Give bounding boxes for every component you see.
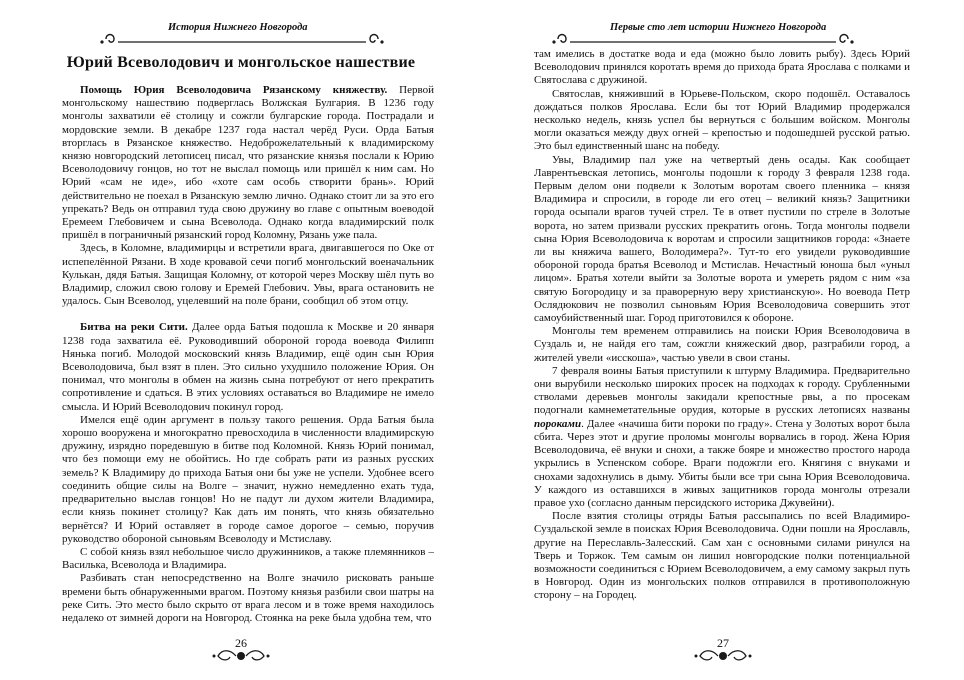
header-flourish-icon — [548, 30, 858, 48]
left-page-number: 26 — [235, 636, 247, 650]
paragraph: Монголы тем временем отправились на поиски Юрия Всеволодовича в Суздаль и, не найдя его там, сожгли княжеский двор, разграбили город, а жителей увели «исскоша», частью увели в свои станы. — [534, 325, 910, 364]
right-page-number: 27 — [717, 636, 729, 650]
footer-ornament-icon — [211, 648, 271, 664]
section-lead: Битва на реки Сити. — [80, 321, 188, 334]
right-body-text — [534, 48, 910, 603]
paragraph: Битва на реки Сити. Далее орда Батыя подошла к Москве и 20 января 1238 года захватила её. Руководивший обороной города воевода Филипп Нянька погиб. Молодой московский князь Владимир, ещё один сын Юрия Всеволодовича, был взят в плен. Это сильно ухудшило положение Юрия. Он понимал, что монголы в обмен на жизнь сына потребуют от него прекратить сопротивление и сдаться. В этих условиях оставаться во Владимире не имело смысла. И Юрий Всеволодович покинул город. — [62, 321, 434, 413]
footer-ornament-icon — [693, 648, 753, 664]
paragraph: Святослав, княживший в Юрьеве-Польском, скоро подошёл. Оставалось дождаться полков Ярослава. Если бы тот Юрий Владимир продержался несколько недель, князь успел бы вернуться с большим войском. Монголы могли оказаться между двух огней – крепостью и подошедшей русской ратью. Это был единственный шанс на победу. — [534, 87, 910, 153]
section-lead: Помощь Юрия Всеволодовича Рязанскому княжеству. — [80, 84, 388, 96]
paragraph: Увы, Владимир пал уже на четвертый день осады. Как сообщает Лаврентьевская летопись, монголы подошли к городу 3 февраля 1238 года. Первым делом они подвели к Золотым воротам своего пленника – князя Владимира и спросили, в городе ли его отец – великий князь? Защитники города осыпали врагов тучей стрел. Те в ответ пустили по стреле в Золотые ворота, но затем призвали русских прекратить огонь. Тогда монголы подвели сына Юрия Всеволодовича к воротам и спросили защитников города: «Знаете ли вы княжича вашего, Володимера?». Тут-то его увидели руководившие обороной города братья Всеволод и Мстислав. Нечастный юноша был «уныл лицом». Братья хотели выйти за Золотые ворота и умереть рядом с ним «за святую Богородицу и за праворерную веру христианскую». Но воевода Петр Ослядюкович не позволил сыновьям Юрия Всеволодовича совершить этот самоубийственный шаг. Город приготовился к обороне. — [534, 153, 910, 325]
paragraph: 7 февраля воины Батыя приступили к штурму Владимира. Предварительно они вырубили несколько широких просек на подходах к городу. Срубленными стволами деревьев монголы закидали крепостные рвы, а по просекам подогнали камнеметательные орудия, которые в русских летописях названы пороками. Далее «начиша бити пороки по граду». Стена у Золотых ворот была сбита. Через этот и другие проломы монголы ворвались в город. Жена Юрия Всеволодовича, её внуки и снохи, а также бояре и множество простого народа укрылись в Успенском соборе. Враги подожгли его. Княгиня с внуками и снохами задохнулись в дыму. Убиты были все три сына Юрия Всеволодовича. У каждого из оставшихся в живых защитников города монголы отрезали правое ухо (согласно данным персидского историка Джувейни). — [534, 364, 910, 509]
chapter-title: Юрий Всеволодович и монгольское нашествие — [66, 54, 416, 71]
emphasized-term: пороками — [534, 417, 582, 430]
left-running-head: История Нижнего Новгорода — [168, 22, 308, 33]
paragraph: С собой князь взял небольшое число дружинников, а также племянников – Василька, Всеволода и Владимира. — [62, 545, 434, 572]
paragraph: Имелся ещё один аргумент в пользу такого решения. Орда Батыя была хорошо вооружена и многократно превосходила в численности владимирскую дружину, изрядно поредевшую в битве под Коломной. Князь Юрий понимал, что без помощи ему не обойтись. Но где собрать рати из разных русских земель? К Владимиру до прихода Батыя они бы уже не успели. Удобнее всего соединить общие силы на Волге – значит, нужно немедленно ехать туда, предварительно выслав гонцов! Но не падут ли духом жители Владимира, если князь покинет столицу? Как дать им понять, что князь обязательно вернётся? И Юрий оставляет в городе самое дорогое – семью, поручив руководство обороной сыновьям Всеволоду и Мстиславу. — [62, 413, 434, 545]
right-running-head: Первые сто лет истории Нижнего Новгорода — [610, 22, 827, 33]
paragraph: там имелись в достатке вода и еда (можно было ловить рыбу). Здесь Юрий Всеволодович принялся коротать время до прихода брата Ярослава с полками и Святослава с дружиной. — [534, 48, 910, 87]
left-body-text — [62, 84, 434, 625]
right-page — [482, 0, 964, 680]
paragraph: Здесь, в Коломне, владимирцы и встретили врага, двигавшегося по Оке от испепелённой Рязани. В ходе кровавой сечи погиб монгольский военачальник Кулькан, дядя Батыя. Защищая Коломну, от которой через Москву шёл путь во Владимир, сложил свою голову и Еремей Глебович. Увы, врага остановить не удалось. Сын Всеволод, уцелевший на поле брани, сообщил об этом отцу. — [62, 242, 434, 308]
paragraph: Помощь Юрия Всеволодовича Рязанскому княжеству. Первой монгольскому нашествию подверглась Волжская Булгария. В 1236 году монголы захватили её столицу и сожгли булгарские города. Пострадали и мордовские земли. В декабре 1237 года настал черёд Руси. Орда Батыя вторглась в Рязанское княжество. Недоброжелательный к владимирскому князю новгородский летописец писал, что рязанские князья послали к Юрию Всеволодовичу гонцов, но тот не выслал помощь или пришёл к ним сам. Но Юрий «сам не иде», ибо «хоте сам особь створити брань». Юрий действительно не поехал в Рязанскую землю лично. Однако стоит ли за это его упрекать? Ведь он отправил туда свою дружину во главе с опытным воеводой Еремеем Глебовичем и сына Всеволода. Однако когда владимирский полк пришёл в пограничный рязанский город Коломну, Рязань уже пала. — [62, 84, 434, 242]
header-flourish-icon — [96, 30, 388, 48]
paragraph: После взятия столицы отряды Батыя рассыпались по всей Владимиро-Суздальской земле в поисках Юрия Всеволодовича. Одни пошли на Ярославль, другие на Переславль-Залесский. Сам хан с основными силами ринулся на Тверь и Торжок. Тем самым он лишил новгородские полки потенциальной возможности соединиться с Юрием Всеволодовичем, а ему самому закрыл путь в Новгород. Один из монгольских полков отправился в противоположную сторону – на Городец. — [534, 510, 910, 602]
paragraph: Разбивать стан непосредственно на Волге значило рисковать раньше времени быть обнаруженными врагом. Поэтому князья разбили свои шатры на реке Сить. Это место было скрыто от врага лесом и в тоже время находилось недалеко от зимней дороги на Новгород. Стоянка на реке была удобна тем, что — [62, 572, 434, 624]
